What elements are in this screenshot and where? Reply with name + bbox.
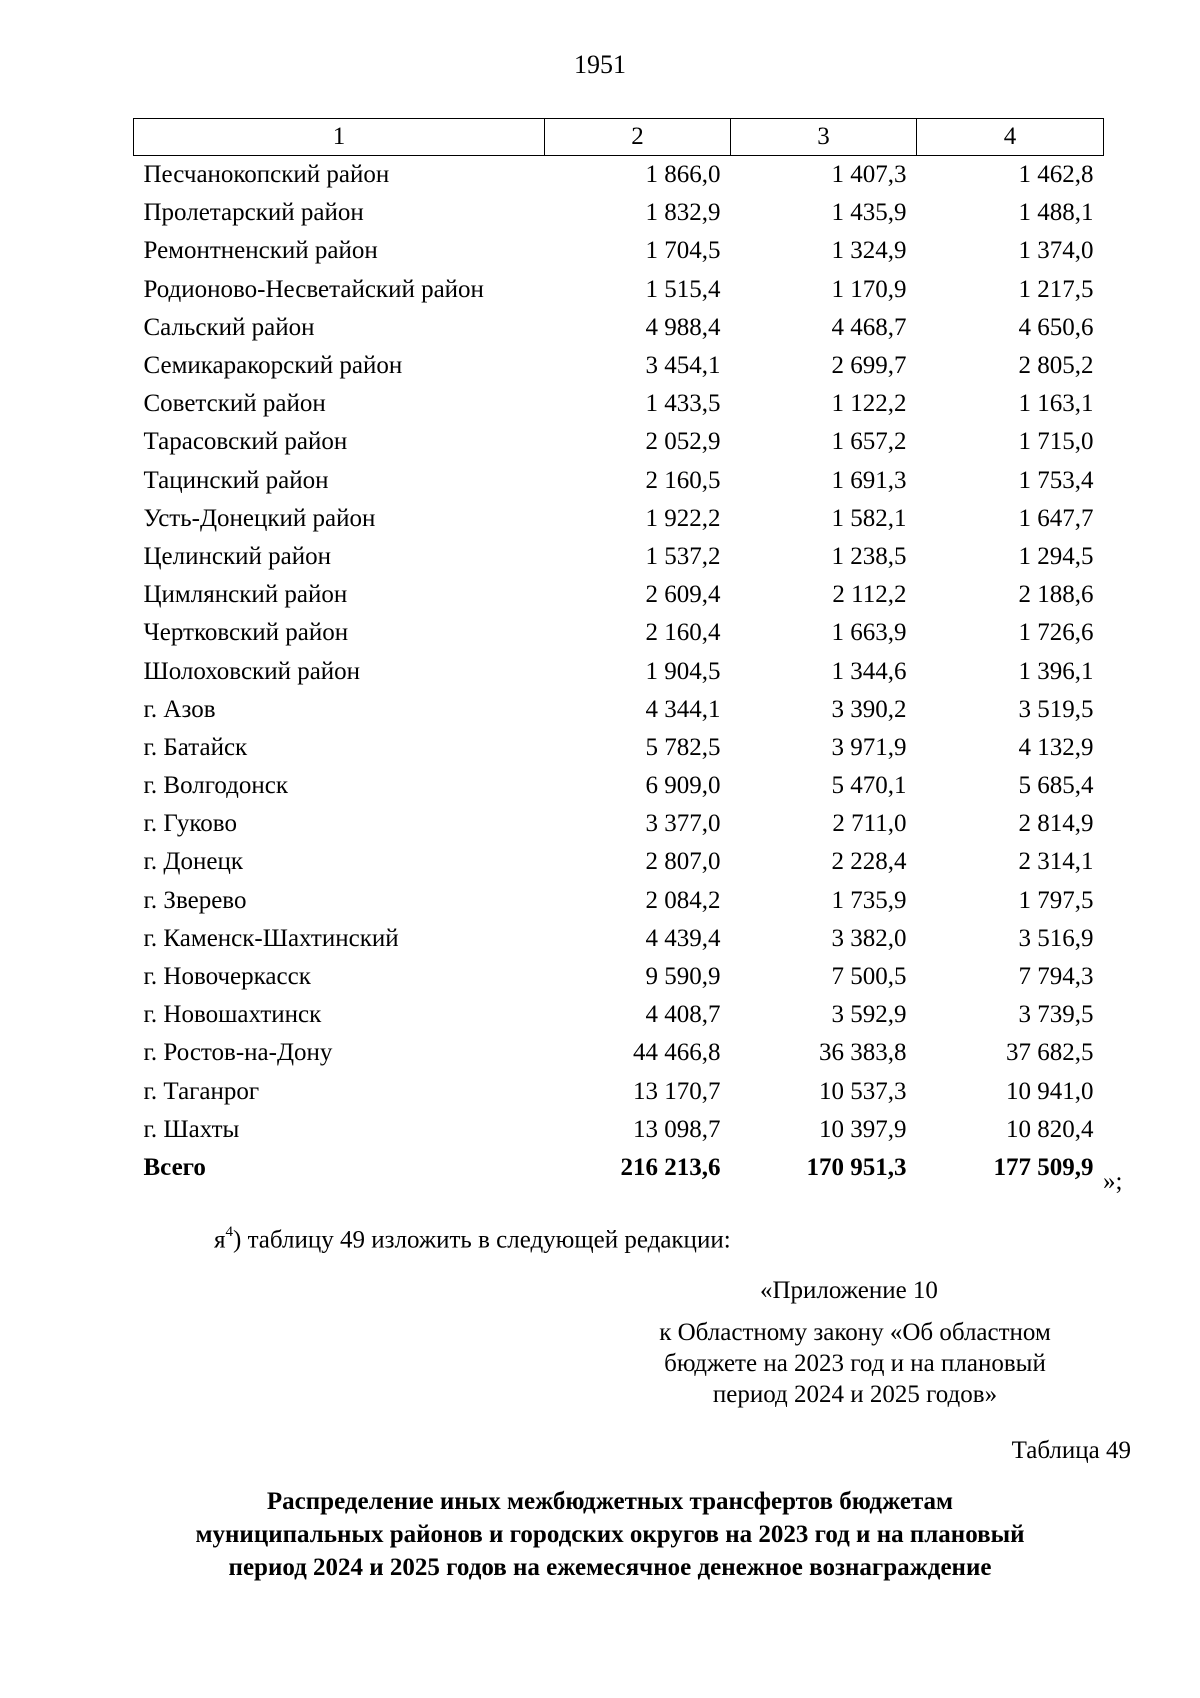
municipality-name: г. Новочеркасск (143, 963, 311, 991)
table-row (134, 309, 1104, 347)
value-2023: 1 904,5 (645, 657, 721, 685)
municipality-name: г. Каменск-Шахтинский (143, 924, 399, 952)
value-2024: 5 470,1 (831, 772, 907, 800)
value-2023: 1 433,5 (645, 390, 721, 418)
municipality-name: Сальский район (143, 313, 315, 341)
column-header-4: 4 (917, 119, 1104, 156)
value-2023: 4 344,1 (645, 695, 721, 723)
municipality-name: г. Батайск (143, 733, 248, 761)
table-row (134, 462, 1104, 500)
value-2024: 4 468,7 (831, 313, 907, 341)
municipality-name: Тацинский район (143, 466, 329, 494)
value-2024: 1 324,9 (831, 237, 907, 265)
value-2023: 4 988,4 (645, 313, 721, 341)
page-number: 1951 (574, 50, 626, 79)
value-2023: 6 909,0 (645, 772, 721, 800)
municipality-name: г. Таганрог (143, 1077, 260, 1105)
table-body (134, 156, 1104, 1188)
table-row (134, 958, 1104, 996)
value-2025: 2 314,1 (1018, 848, 1094, 876)
value-2024: 36 383,8 (819, 1039, 907, 1067)
table-row (134, 996, 1104, 1034)
municipality-name: Шолоховский район (143, 657, 361, 685)
value-2025: 2 188,6 (1018, 581, 1094, 609)
municipality-name: г. Азов (143, 695, 216, 723)
value-2023: 1 922,2 (645, 504, 721, 532)
amendment-superscript: 4 (225, 1224, 233, 1240)
annex-title: «Приложение 10 (760, 1277, 938, 1304)
value-2024: 2 112,2 (832, 581, 907, 609)
value-2024: 2 228,4 (831, 848, 907, 876)
table-row (134, 691, 1104, 729)
value-2024: 1 435,9 (831, 199, 907, 227)
municipality-name: г. Ростов-на-Дону (143, 1039, 333, 1067)
value-2024: 3 592,9 (831, 1001, 907, 1029)
column-header-2: 2 (545, 119, 731, 156)
value-2025: 1 647,7 (1018, 504, 1094, 532)
municipality-name: Тарасовский район (143, 428, 348, 456)
value-2023: 2 160,4 (645, 619, 721, 647)
value-2025: 2 805,2 (1018, 352, 1094, 380)
municipality-name: Ремонтненский район (143, 237, 378, 265)
municipality-name: Усть-Донецкий район (143, 504, 376, 532)
value-2023: 3 454,1 (645, 352, 721, 380)
table-row (134, 1073, 1104, 1111)
municipality-name: г. Новошахтинск (143, 1001, 322, 1029)
value-2023: 1 537,2 (645, 542, 721, 570)
value-2023: 5 782,5 (645, 733, 721, 761)
municipality-name: г. Донецк (143, 848, 243, 876)
value-2023: 4 408,7 (645, 1001, 721, 1029)
value-2024: 1 344,6 (831, 657, 907, 685)
value-2025: 1 462,8 (1018, 161, 1094, 189)
value-2025: 2 814,9 (1018, 810, 1094, 838)
value-2025: 1 753,4 (1018, 466, 1094, 494)
table-row (134, 652, 1104, 690)
value-2024: 10 537,3 (819, 1077, 907, 1105)
municipality-name: г. Шахты (143, 1115, 240, 1143)
table-row (134, 1034, 1104, 1072)
document-heading (120, 1485, 1100, 1584)
table-row (134, 805, 1104, 843)
value-2024: 7 500,5 (831, 963, 907, 991)
table-row (134, 232, 1104, 270)
value-2025: 4 132,9 (1018, 733, 1094, 761)
value-2023: 2 052,9 (645, 428, 721, 456)
municipality-name: г. Гуково (143, 810, 237, 838)
value-2024: 1 735,9 (831, 886, 907, 914)
value-2023: 1 832,9 (645, 199, 721, 227)
value-2025: 10 820,4 (1006, 1115, 1094, 1143)
total-2025: 177 509,9 (993, 1153, 1094, 1181)
table-row (134, 194, 1104, 232)
value-2025: 3 739,5 (1018, 1001, 1094, 1029)
table-row (134, 423, 1104, 461)
amendment-text (214, 1226, 731, 1254)
value-2024: 3 971,9 (831, 733, 907, 761)
value-2023: 2 160,5 (645, 466, 721, 494)
table-row (134, 843, 1104, 881)
value-2024: 10 397,9 (819, 1115, 907, 1143)
heading-line: период 2024 и 2025 годов на ежемесячное денежное вознаграждение (228, 1554, 992, 1581)
table-caption: Таблица 49 (1011, 1437, 1131, 1464)
value-2024: 1 170,9 (831, 275, 907, 303)
table-row (134, 882, 1104, 920)
value-2023: 44 466,8 (633, 1039, 721, 1067)
value-2023: 2 807,0 (645, 848, 721, 876)
municipality-name: г. Зверево (143, 886, 247, 914)
value-2025: 1 163,1 (1018, 390, 1094, 418)
value-2025: 3 519,5 (1018, 695, 1094, 723)
value-2025: 5 685,4 (1018, 772, 1094, 800)
total-2023: 216 213,6 (620, 1153, 721, 1181)
value-2023: 2 609,4 (645, 581, 721, 609)
total-label: Всего (143, 1153, 206, 1181)
value-2024: 1 238,5 (831, 542, 907, 570)
column-header-1: 1 (134, 119, 545, 156)
value-2023: 1 866,0 (645, 161, 721, 189)
value-2025: 1 715,0 (1018, 428, 1094, 456)
municipality-name: Целинский район (143, 542, 331, 570)
value-2025: 1 488,1 (1018, 199, 1094, 227)
table-row (134, 920, 1104, 958)
heading-line: Распределение иных межбюджетных трансфертов бюджетам (266, 1488, 954, 1515)
table-row (134, 614, 1104, 652)
table-row (134, 729, 1104, 767)
municipality-name: г. Волгодонск (143, 772, 289, 800)
value-2023: 13 170,7 (633, 1077, 721, 1105)
value-2025: 1 294,5 (1018, 542, 1094, 570)
annex-law-reference (620, 1317, 1090, 1410)
municipality-name: Чертковский район (143, 619, 349, 647)
table-row (134, 538, 1104, 576)
value-2023: 2 084,2 (645, 886, 721, 914)
value-2024: 1 582,1 (831, 504, 907, 532)
value-2024: 1 122,2 (831, 390, 907, 418)
total-row (134, 1149, 1104, 1187)
value-2024: 1 663,9 (831, 619, 907, 647)
amendment-prefix: я (214, 1226, 226, 1254)
value-2024: 1 407,3 (831, 161, 907, 189)
municipality-name: Пролетарский район (143, 199, 364, 227)
municipality-name: Цимлянский район (143, 581, 348, 609)
value-2025: 7 794,3 (1018, 963, 1094, 991)
table-row (134, 576, 1104, 614)
closing-quote: »; (1103, 1168, 1123, 1195)
value-2025: 4 650,6 (1018, 313, 1094, 341)
annex-law-line: период 2024 и 2025 годов» (712, 1381, 998, 1408)
value-2024: 1 657,2 (831, 428, 907, 456)
value-2025: 1 396,1 (1018, 657, 1094, 685)
municipality-name: Песчанокопский район (143, 161, 390, 189)
amendment-body: ) таблицу 49 изложить в следующей редакции: (233, 1226, 731, 1254)
value-2023: 1 515,4 (645, 275, 721, 303)
value-2025: 1 726,6 (1018, 619, 1094, 647)
value-2024: 1 691,3 (831, 466, 907, 494)
value-2023: 4 439,4 (645, 924, 721, 952)
municipality-name: Родионово-Несветайский район (143, 275, 484, 303)
value-2025: 10 941,0 (1006, 1077, 1094, 1105)
annex-law-line: к Областному закону «Об областном (659, 1319, 1051, 1346)
municipality-name: Семикаракорский район (143, 352, 403, 380)
total-2024: 170 951,3 (806, 1153, 907, 1181)
transfers-table (133, 118, 1104, 1187)
value-2025: 3 516,9 (1018, 924, 1094, 952)
table-row (134, 347, 1104, 385)
municipality-name: Советский район (143, 390, 326, 418)
value-2024: 3 382,0 (831, 924, 907, 952)
table-row (134, 767, 1104, 805)
value-2024: 2 711,0 (832, 810, 907, 838)
table-row (134, 385, 1104, 423)
value-2024: 2 699,7 (831, 352, 907, 380)
column-header-3: 3 (731, 119, 917, 156)
table-row (134, 271, 1104, 309)
table-row (134, 156, 1104, 195)
table-header (134, 119, 1104, 156)
value-2025: 1 217,5 (1018, 275, 1094, 303)
table-row (134, 500, 1104, 538)
table-row (134, 1111, 1104, 1149)
value-2024: 3 390,2 (831, 695, 907, 723)
value-2025: 1 374,0 (1018, 237, 1094, 265)
value-2023: 13 098,7 (633, 1115, 721, 1143)
value-2025: 1 797,5 (1018, 886, 1094, 914)
heading-line: муниципальных районов и городских округов на 2023 год и на плановый (195, 1521, 1025, 1548)
value-2023: 3 377,0 (645, 810, 721, 838)
value-2023: 1 704,5 (645, 237, 721, 265)
annex-law-line: бюджете на 2023 год и на плановый (664, 1350, 1046, 1377)
value-2023: 9 590,9 (645, 963, 721, 991)
value-2025: 37 682,5 (1006, 1039, 1094, 1067)
